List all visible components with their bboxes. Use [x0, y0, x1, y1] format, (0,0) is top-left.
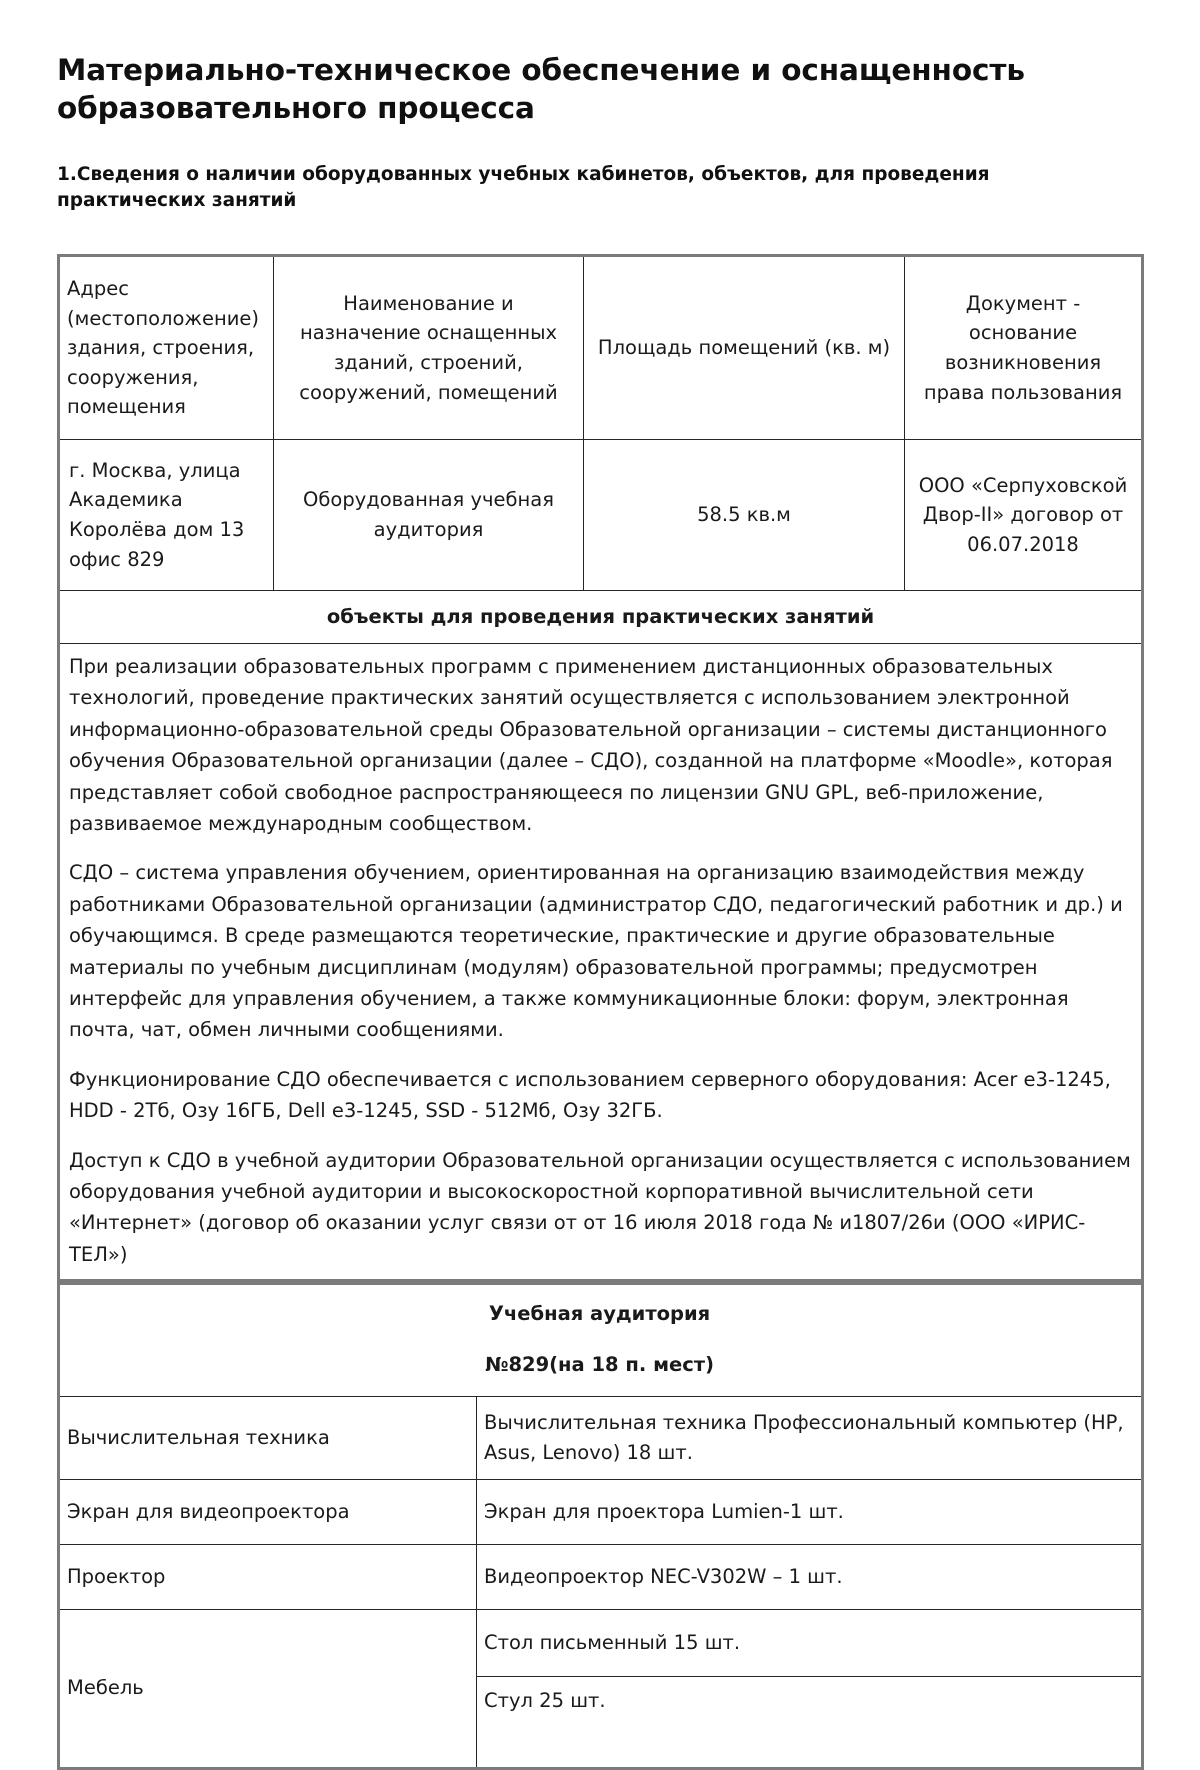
- paragraph-sdo-platform: При реализации образовательных программ с применением дистанционных образовательных технологий, проведение практических занятий осуществляется с использованием электронной информационно-образовательной среды Образовательной организации – системы дистанционного обучения Образовательной организации (далее – СДО), созданной на платформе «Moodle», которая представляет собой свободное распространяющееся по лицензии GNU GPL, веб-приложение, развиваемое международным сообществом.: [69, 655, 1113, 835]
- column-header-area: Площадь помещений (кв. м): [584, 256, 905, 440]
- equipment-description-desks: Стол письменный 15 шт.: [477, 1609, 1143, 1676]
- practical-objects-caption: объекты для проведения практических занятий: [59, 591, 1143, 644]
- cell-name-purpose: Оборудованная учебная аудитория: [274, 440, 584, 591]
- equipment-row-screen: [59, 1479, 1143, 1544]
- cell-area: 58.5 кв.м: [584, 440, 905, 591]
- equipment-category-screen: Экран для видеопроектора: [59, 1479, 477, 1544]
- facilities-table: [57, 254, 1144, 1282]
- practical-objects-description: [59, 644, 1143, 1281]
- section-heading: 1.Сведения о наличии оборудованных учебных кабинетов, объектов, для проведения практических занятий: [57, 163, 990, 211]
- column-header-name-purpose: Наименование и назначение оснащенных зданий, строений, сооружений, помещений: [274, 256, 584, 440]
- table-prose-row: [59, 644, 1143, 1281]
- classroom-title-line-1: Учебная аудитория: [488, 1302, 711, 1326]
- table-header-row: [59, 256, 1143, 440]
- equipment-description-computers: Вычислительная техника Профессиональный компьютер (HP, Asus, Lenovo) 18 шт.: [477, 1396, 1143, 1479]
- classroom-title-cell: [59, 1284, 1143, 1397]
- table-caption-row: [59, 591, 1143, 644]
- equipment-description-projector: Видеопроектор NEC-V302W – 1 шт.: [477, 1544, 1143, 1609]
- column-header-address: Адрес (местоположение) здания, строения, сооружения, помещения: [59, 256, 274, 440]
- equipment-table: [57, 1282, 1144, 1770]
- classroom-title-line-2: №829(на 18 п. мест): [484, 1353, 715, 1377]
- cell-document-basis: ООО «Серпуховской Двор-II» договор от 06.07.2018: [905, 440, 1143, 591]
- facilities-table-wrapper: [0, 254, 1200, 1282]
- page-title: Материально-техническое обеспечение и оснащенность образовательного процесса: [57, 53, 1025, 125]
- paragraph-server-hardware: Функционирование СДО обеспечивается с использованием серверного оборудования: Acer e3-1245, HDD - 2Тб, Озу 16ГБ, Dell e3-1245, SSD - 512Мб, Озу 32ГБ.: [69, 1067, 1111, 1123]
- equipment-description-screen: Экран для проектора Lumien-1 шт.: [477, 1479, 1143, 1544]
- equipment-row-furniture-desks: [59, 1609, 1143, 1676]
- paragraph-sdo-definition: СДО – система управления обучением, ориентированная на организацию взаимодействия между работниками Образовательной организации (администратор СДО, педагогический работник и др.) и обучающимся. В среде размещаются теоретические, практические и другие образовательные материалы по учебным дисциплинам (модулям) образовательной программы; предусмотрен интерфейс для управления обучением, а также коммуникационные блоки: форум, электронная почта, чат, обмен личными сообщениями.: [69, 861, 1123, 1042]
- column-header-document-basis: Документ - основание возникновения права пользования: [905, 256, 1143, 440]
- paragraph-internet-access: Доступ к СДО в учебной аудитории Образовательной организации осуществляется с использованием оборудования учебной аудитории и высокоскоростной корпоративной вычислительной сети «Интернет» (договор об оказании услуг связи от от 16 июля 2018 года № и1807/26и (ООО «ИРИС-ТЕЛ»): [69, 1148, 1131, 1266]
- table-row: [59, 440, 1143, 591]
- equipment-title-row: [59, 1284, 1143, 1397]
- equipment-category-projector: Проектор: [59, 1544, 477, 1609]
- equipment-category-computers: Вычислительная техника: [59, 1396, 477, 1479]
- equipment-table-wrapper: [0, 1282, 1200, 1770]
- equipment-row-projector: [59, 1544, 1143, 1609]
- equipment-description-chairs: Стул 25 шт.: [477, 1676, 1143, 1768]
- equipment-row-computers: [59, 1396, 1143, 1479]
- equipment-category-furniture: Мебель: [59, 1609, 477, 1768]
- cell-address: г. Москва, улица Академика Королёва дом 13 офис 829: [59, 440, 274, 591]
